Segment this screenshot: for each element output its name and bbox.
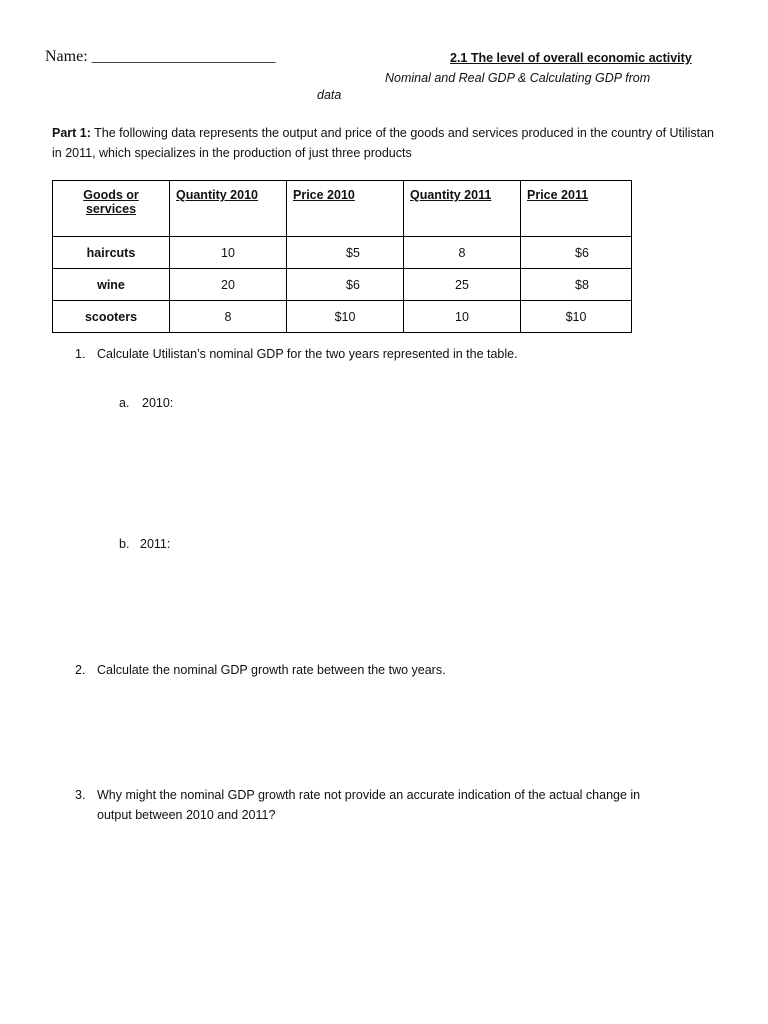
header-goods: Goods or services: [53, 181, 170, 237]
table-row: [53, 301, 632, 333]
cell-price-2010: $6: [287, 269, 404, 301]
question-2-number: 2.: [75, 663, 86, 677]
question-3-text: Why might the nominal GDP growth rate not provide an accurate indication of the actual change in: [97, 788, 641, 802]
header-quantity-2010: Quantity 2010: [170, 181, 287, 237]
table-row: [53, 237, 632, 269]
question-3-number: 3.: [75, 788, 86, 802]
worksheet-title: 2.1 The level of overall economic activity: [450, 51, 692, 65]
cell-quantity-2011: 8: [404, 237, 521, 269]
cell-quantity-2010: 10: [170, 237, 287, 269]
name-field-label: Name: _______________________: [45, 48, 276, 65]
table-header-row: [53, 181, 632, 237]
header-price-2011: Price 2011: [521, 181, 632, 237]
worksheet-subtitle-continued: data: [317, 88, 342, 102]
question-1a-text: 2010:: [142, 396, 174, 410]
cell-good: wine: [53, 269, 170, 301]
cell-quantity-2011: 10: [404, 301, 521, 333]
question-3-text-continued: output between 2010 and 2011?: [97, 808, 276, 822]
cell-price-2010: $5: [287, 237, 404, 269]
part1-text: The following data represents the output and price of the goods and services produced in the country of Utilistan in 2011, which specializes in the production of just three products: [52, 126, 714, 160]
cell-good: scooters: [53, 301, 170, 333]
cell-price-2011: $10: [521, 301, 632, 333]
cell-price-2011: $6: [521, 237, 632, 269]
question-1-text: Calculate Utilistan’s nominal GDP for the two years represented in the table.: [97, 347, 518, 361]
header-quantity-2011: Quantity 2011: [404, 181, 521, 237]
table-row: [53, 269, 632, 301]
question-2-text: Calculate the nominal GDP growth rate between the two years.: [97, 663, 446, 677]
cell-quantity-2010: 8: [170, 301, 287, 333]
cell-price-2011: $8: [521, 269, 632, 301]
part1-instructions: [52, 123, 722, 163]
cell-price-2010: $10: [287, 301, 404, 333]
cell-quantity-2010: 20: [170, 269, 287, 301]
question-1-number: 1.: [75, 347, 86, 361]
question-1b-text: 2011:: [140, 537, 171, 551]
worksheet-subtitle: Nominal and Real GDP & Calculating GDP from: [385, 71, 651, 85]
part1-label: Part 1:: [52, 126, 91, 140]
question-1b-number: b.: [119, 537, 130, 551]
cell-good: haircuts: [53, 237, 170, 269]
question-1a-number: a.: [119, 396, 130, 410]
header-price-2010: Price 2010: [287, 181, 404, 237]
cell-quantity-2011: 25: [404, 269, 521, 301]
goods-prices-table: [52, 180, 632, 333]
